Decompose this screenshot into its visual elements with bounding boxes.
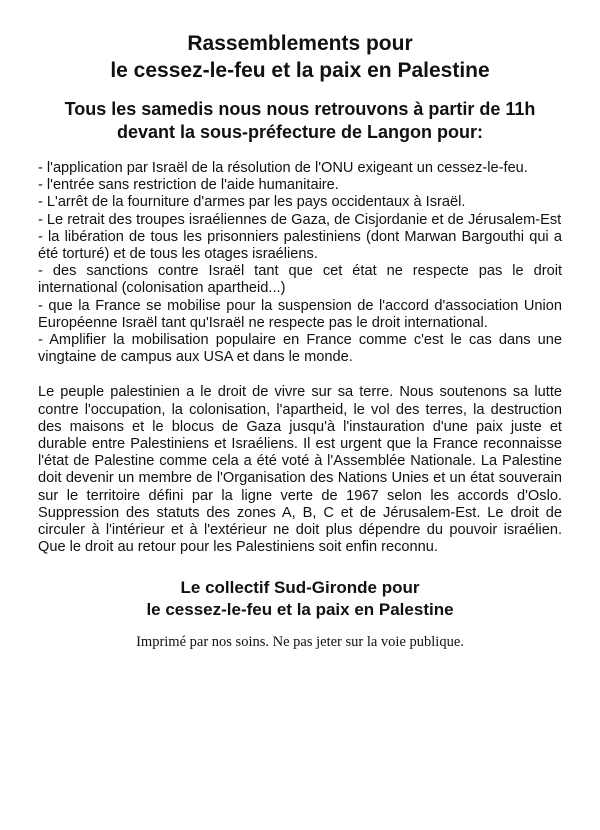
demand-item: - l'application par Israël de la résolution de l'ONU exigeant un cessez-le-feu. [38, 160, 528, 176]
subtitle-line-2: devant la sous-préfecture de Langon pour: [116, 122, 484, 142]
subtitle-line-1: Tous les samedis nous nous retrouvons à partir de 11h [64, 99, 536, 119]
title-line-1: Rassemblements pour [187, 32, 413, 55]
demand-item: - Amplifier la mobilisation populaire en France comme c'est le cas dans une vingtaine de campus aux USA et dans le monde. [38, 332, 562, 366]
collective-signature [38, 577, 562, 621]
print-notice: Imprimé par nos soins. Ne pas jeter sur la voie publique. [136, 634, 464, 651]
body-paragraph: Le peuple palestinien a le droit de vivre sur sa terre. Nous soutenons sa lutte contre l'occupation, la colonisation, l'apartheid, le vol des terres, la destruction des maisons et le blocus de Gaza jusqu'à l'instauration d'une paix juste et durable entre Palestiniens et Israéliens. Il est urgent que la France reconnaisse l'état de Palestine comme cela a été voté à l'Assemblée Nationale. La Palestine doit devenir un membre de l'Organisation des Nations Unies et un état souverain sur le territoire défini par la ligne verte de 1967 selon les accords d'Oslo. Suppression des statuts des zones A, B, C et de Jérusalem-Est. Le droit de circuler à l'intérieur et à l'extérieur ne doit plus dépendre du pouvoir israélien. Que le droit au retour pour les Palestiniens soit enfin reconnu. [38, 384, 562, 556]
signature-line-1: Le collectif Sud-Gironde pour [180, 578, 420, 598]
title-line-2: le cessez-le-feu et la paix en Palestine [110, 59, 490, 82]
demand-item: - des sanctions contre Israël tant que cet état ne respecte pas le droit international (colonisation apartheid...) [38, 263, 562, 297]
demand-item: - l'entrée sans restriction de l'aide humanitaire. [38, 177, 339, 194]
meeting-announcement [38, 98, 562, 144]
signature-line-2: le cessez-le-feu et la paix en Palestine [146, 600, 454, 620]
demand-item: - Le retrait des troupes israéliennes de Gaza, de Cisjordanie et de Jérusalem-Est [38, 211, 562, 228]
demand-item: - que la France se mobilise pour la suspension de l'accord d'association Union Européenne Israël tant qu'Israël ne respecte pas le droit international. [38, 297, 562, 331]
demands-list [38, 160, 562, 366]
demand-item: - la libération de tous les prisonniers palestiniens (dont Marwan Bargouthi qui a été torturé) et de tous les otages israéliens. [38, 228, 562, 263]
page-title [38, 30, 562, 84]
demand-item: - L'arrêt de la fourniture d'armes par les pays occidentaux à Israël. [38, 194, 466, 211]
